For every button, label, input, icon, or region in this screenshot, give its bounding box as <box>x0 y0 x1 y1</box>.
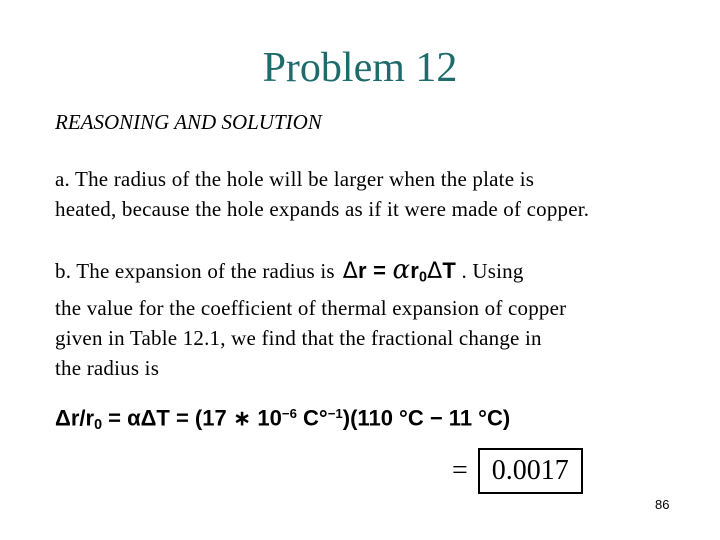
equation-unit-exponent: −1 <box>327 406 343 421</box>
delta-symbol: Δ <box>342 259 358 284</box>
equation-temperature-change: )(110 °C − 11 °C) <box>342 405 511 431</box>
slide-title: Problem 12 <box>262 45 458 91</box>
equation-subscript-zero: 0 <box>94 416 103 433</box>
part-b-paragraph <box>55 255 566 383</box>
part-b-line-4: the radius is <box>55 355 160 380</box>
formula-subscript-zero: 0 <box>418 269 428 286</box>
part-a-paragraph <box>55 164 589 224</box>
page-number: 86 <box>655 497 670 512</box>
formula-r: r <box>410 258 419 283</box>
result-block <box>452 449 583 493</box>
delta-symbol: Δ <box>427 259 443 284</box>
equation-ratio: Δr/r <box>55 405 95 431</box>
part-b-line-1 <box>55 255 566 293</box>
part-a-line-2: heated, because the hole expands as if it were made of copper. <box>55 197 590 221</box>
part-b-using-text: . Using <box>456 259 524 283</box>
part-a-line-1: a. The radius of the hole will be larger when the plate is <box>55 167 535 191</box>
part-b-intro-text: b. The expansion of the radius is <box>55 259 335 283</box>
part-b-line-3: given in Table 12.1, we find that the fractional change in <box>55 325 542 350</box>
equation-expansion-term: = αΔT = (17 ∗ 10 <box>102 405 282 431</box>
expansion-formula <box>343 255 456 293</box>
alpha-symbol: α <box>392 255 411 285</box>
formula-t: T <box>442 258 457 283</box>
part-b-line-2: the value for the coefficient of thermal expansion of copper <box>55 295 567 320</box>
result-equals-sign: = <box>452 455 468 486</box>
fractional-change-equation <box>55 398 510 441</box>
equation-unit: C° <box>296 405 328 431</box>
result-boxed-value: 0.0017 <box>478 448 583 494</box>
section-heading: REASONING AND SOLUTION <box>55 110 322 134</box>
formula-r-equals: r = <box>358 258 393 283</box>
equation-exponent: −6 <box>281 406 297 421</box>
